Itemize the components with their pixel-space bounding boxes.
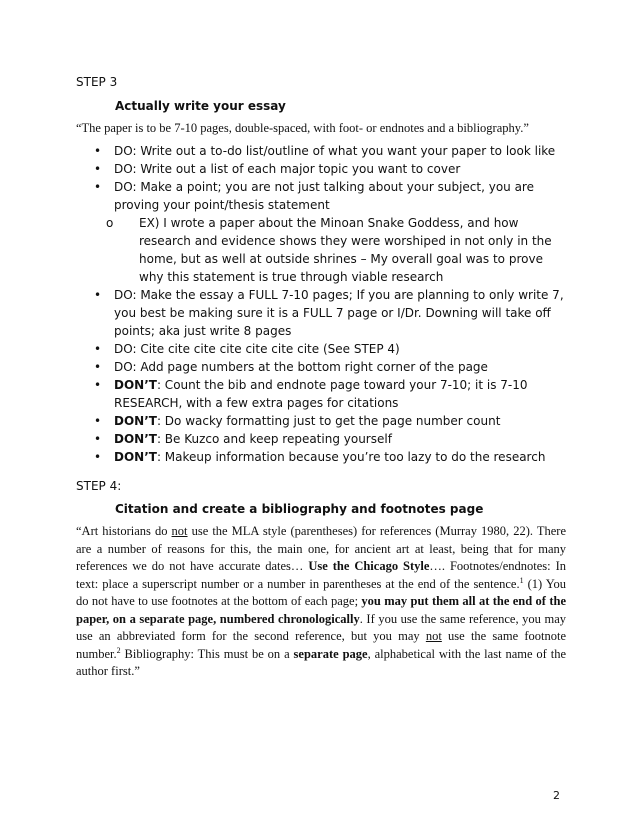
- bullet-icon: •: [94, 432, 102, 446]
- bullet-icon: •: [94, 378, 102, 392]
- list-item: • DO: Make the essay a FULL 7-10 pages; If you are planning to only write 7, you best be making sure it is a FULL 7 page or I/Dr. Downing will take off points; aka just write 8 pages: [94, 288, 564, 338]
- list-item: • DO: Write out a list of each major topic you want to cover: [94, 162, 461, 176]
- step4-heading: STEP 4:: [76, 479, 122, 493]
- bullet-icon: •: [94, 414, 102, 428]
- page-number: 2: [553, 789, 560, 802]
- circle-bullet-icon: o: [106, 216, 114, 230]
- step3-list: [76, 142, 576, 466]
- list-item: • DON’T: Do wacky formatting just to get the page number count: [94, 414, 501, 428]
- list-item: • DO: Write out a to-do list/outline of what you want your paper to look like: [94, 144, 556, 158]
- list-item: • DON’T: Makeup information because you’re too lazy to do the research: [94, 450, 546, 464]
- bullet-icon: •: [94, 162, 102, 176]
- step3-subheading: Actually write your essay: [115, 99, 286, 113]
- step4-quote: “Art historians do not use the MLA style (parentheses) for references (Murray 1980, 22). There are a number of reasons for this, the main one, for ancient art at least, being that for many references we do not have accurate dates… Use the Chicago Style…. Footnotes/endnotes: In text: place a superscript number or a number in parentheses at the end of the sentence.$^1$ (1) You do not have to use footnotes at the bottom of each page; you may put them all at the end of the paper, on a separate page, numbered chronologically. If you use the same reference, you may use an abbreviated form for the second reference, but you may not use the same footnote number.$^2$ Bibliography: This must be on a separate page, alphabetical with the last name of the author first.”: [76, 524, 567, 678]
- sub-list-item: o EX) I wrote a paper about the Minoan Snake Goddess, and how research and evidence shows they were worshiped in not only in the home, but as well at outside shrines – My overall goal was to prove why this statement is true through viable research: [106, 216, 552, 284]
- bullet-icon: •: [94, 144, 102, 158]
- list-item: • DON’T: Count the bib and endnote page toward your 7-10; it is 7-10 RESEARCH, with a few extra pages for citations: [94, 378, 528, 410]
- bullet-icon: •: [94, 450, 102, 464]
- bullet-icon: •: [94, 360, 102, 374]
- bullet-icon: •: [94, 180, 102, 194]
- bullet-icon: •: [94, 288, 102, 302]
- step3-heading: STEP 3: [76, 75, 118, 89]
- step3-quote: “The paper is to be 7-10 pages, double-spaced, with foot- or endnotes and a bibliography.”: [76, 121, 529, 135]
- list-item: • DON’T: Be Kuzco and keep repeating yourself: [94, 432, 392, 446]
- step4-subheading: Citation and create a bibliography and footnotes page: [115, 502, 484, 516]
- bullet-icon: •: [94, 342, 102, 356]
- list-item: • DO: Add page numbers at the bottom right corner of the page: [94, 360, 488, 374]
- list-item: • DO: Make a point; you are not just talking about your subject, you are proving your point/thesis statement o EX) I wrote a paper about the Minoan Snake Goddess, and how research and evidence shows they were worshiped in not only in the home, but as well at outside shrines – My overall goal was to prove why this statement is true through viable research: [76, 178, 576, 286]
- list-item: • DO: Cite cite cite cite cite cite cite (See STEP 4): [94, 342, 400, 356]
